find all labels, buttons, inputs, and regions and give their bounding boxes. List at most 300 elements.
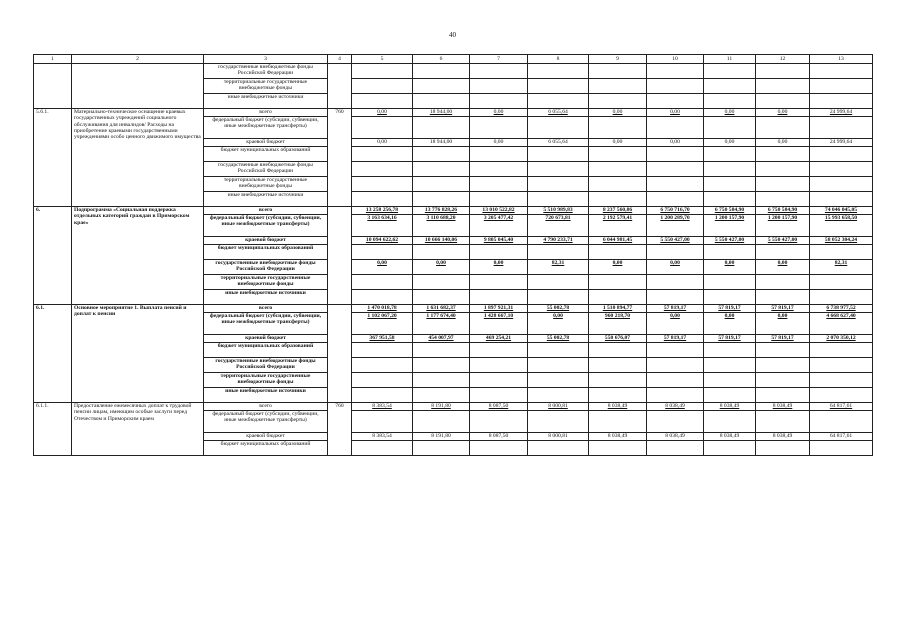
funding-source-cell: территориальные государственные внебюджетные фонды — [204, 275, 328, 290]
amount-cell — [589, 388, 647, 403]
amount-cell: 57 819,17 — [756, 335, 810, 343]
amount-cell — [589, 411, 647, 433]
funding-source-cell: бюджет муниципальных образований — [204, 441, 328, 456]
amount-cell: 6 055,64 — [528, 139, 589, 147]
amount-cell — [756, 79, 810, 94]
amount-cell — [470, 79, 528, 94]
amount-cell: 469 254,21 — [470, 335, 528, 343]
amount-cell — [589, 245, 647, 260]
amount-cell — [470, 441, 528, 456]
column-number-header: 1 — [34, 55, 72, 64]
budget-code-cell: 760 — [328, 403, 352, 456]
amount-cell: 8 087,50 — [470, 403, 528, 411]
amount-cell — [810, 373, 873, 388]
amount-cell — [470, 373, 528, 388]
amount-cell: 82,31 — [528, 260, 589, 275]
amount-cell — [810, 411, 873, 433]
amount-cell: 0,00 — [470, 139, 528, 147]
amount-cell — [589, 147, 647, 162]
amount-cell: 550 676,07 — [589, 335, 647, 343]
amount-cell: 13 010 522,82 — [470, 207, 528, 215]
amount-cell — [810, 64, 873, 79]
amount-cell — [704, 388, 756, 403]
amount-cell — [413, 290, 470, 305]
amount-cell — [528, 290, 589, 305]
amount-cell: 13 258 256,78 — [352, 207, 413, 215]
amount-cell — [413, 373, 470, 388]
amount-cell — [528, 373, 589, 388]
row-number-cell: 6.1. — [34, 305, 72, 403]
amount-cell — [647, 117, 704, 139]
amount-cell — [413, 441, 470, 456]
row-number-cell: 6. — [34, 207, 72, 305]
funding-source-cell: федеральный бюджет (субсидии, субвенции, иные межбюджетные трансферты) — [204, 215, 328, 237]
amount-cell: 74 046 045,05 — [810, 207, 873, 215]
amount-cell: 0,00 — [756, 139, 810, 147]
column-number-header: 13 — [810, 55, 873, 64]
amount-cell — [352, 275, 413, 290]
amount-cell — [756, 192, 810, 207]
amount-cell — [756, 117, 810, 139]
amount-cell: 0,00 — [647, 313, 704, 335]
amount-cell: 15 993 658,50 — [810, 215, 873, 237]
amount-cell — [810, 245, 873, 260]
amount-cell: 0,00 — [589, 109, 647, 117]
amount-cell: 8 191,80 — [413, 433, 470, 441]
amount-cell: 24 999,64 — [810, 109, 873, 117]
table-row — [34, 207, 873, 215]
column-number-header: 9 — [589, 55, 647, 64]
amount-cell: 64 817,61 — [810, 433, 873, 441]
amount-cell — [810, 275, 873, 290]
amount-cell — [704, 117, 756, 139]
amount-cell: 960 218,70 — [589, 313, 647, 335]
funding-source-cell: иные внебюджетные источники — [204, 388, 328, 403]
amount-cell: 0,00 — [756, 260, 810, 275]
amount-cell: 1 102 067,20 — [352, 313, 413, 335]
amount-cell — [704, 411, 756, 433]
amount-cell — [647, 441, 704, 456]
amount-cell: 0,00 — [413, 260, 470, 275]
amount-cell: 5 510 989,83 — [528, 207, 589, 215]
amount-cell: 8 038,49 — [704, 433, 756, 441]
program-name-cell: Основное мероприятие 1. Выплата пенсий и доплат к пенсии — [72, 305, 204, 403]
amount-cell — [352, 162, 413, 177]
amount-cell — [647, 290, 704, 305]
funding-source-cell: краевой бюджет — [204, 433, 328, 441]
amount-cell: 58 052 304,24 — [810, 237, 873, 245]
amount-cell — [589, 373, 647, 388]
amount-cell — [647, 147, 704, 162]
amount-cell: 0,00 — [756, 313, 810, 335]
funding-source-cell: государственные внебюджетные фонды Российской Федерации — [204, 358, 328, 373]
amount-cell — [647, 411, 704, 433]
amount-cell — [413, 162, 470, 177]
amount-cell: 0,00 — [589, 139, 647, 147]
amount-cell: 1 200 157,90 — [704, 215, 756, 237]
column-number-header: 4 — [328, 55, 352, 64]
amount-cell — [470, 162, 528, 177]
amount-cell — [470, 343, 528, 358]
budget-code-cell — [328, 305, 352, 403]
amount-cell: 1 200 289,70 — [647, 215, 704, 237]
amount-cell — [528, 441, 589, 456]
amount-cell: 8 383,54 — [352, 433, 413, 441]
amount-cell — [756, 64, 810, 79]
funding-source-cell: краевой бюджет — [204, 335, 328, 343]
column-number-header: 11 — [704, 55, 756, 64]
amount-cell: 0,00 — [704, 313, 756, 335]
amount-cell: 13 776 828,26 — [413, 207, 470, 215]
amount-cell — [647, 192, 704, 207]
amount-cell: 2 192 579,41 — [589, 215, 647, 237]
amount-cell — [756, 147, 810, 162]
amount-cell: 24 999,64 — [810, 139, 873, 147]
amount-cell: 0,00 — [470, 260, 528, 275]
amount-cell — [756, 275, 810, 290]
amount-cell: 0,00 — [704, 139, 756, 147]
amount-cell — [413, 343, 470, 358]
funding-source-cell: федеральный бюджет (субсидии, субвенции, иные межбюджетные трансферты) — [204, 313, 328, 335]
amount-cell — [589, 275, 647, 290]
amount-cell: 0,00 — [704, 109, 756, 117]
amount-cell: 8 038,49 — [647, 433, 704, 441]
amount-cell: 8 038,49 — [756, 433, 810, 441]
amount-cell: 64 817,61 — [810, 403, 873, 411]
column-number-row — [34, 55, 873, 64]
amount-cell — [647, 79, 704, 94]
amount-cell — [647, 177, 704, 192]
amount-cell — [528, 388, 589, 403]
funding-source-cell: государственные внебюджетные фонды Российской Федерации — [204, 64, 328, 79]
amount-cell: 8 038,49 — [589, 403, 647, 411]
amount-cell: 1 510 894,77 — [589, 305, 647, 313]
amount-cell: 1 897 921,31 — [470, 305, 528, 313]
amount-cell: 55 002,78 — [528, 305, 589, 313]
amount-cell: 57 819,17 — [704, 335, 756, 343]
amount-cell — [470, 177, 528, 192]
amount-cell — [756, 162, 810, 177]
amount-cell — [704, 192, 756, 207]
table-row — [34, 403, 873, 411]
amount-cell: 1 631 682,37 — [413, 305, 470, 313]
amount-cell: 6 044 981,45 — [589, 237, 647, 245]
amount-cell: 3 163 634,16 — [352, 215, 413, 237]
amount-cell — [704, 94, 756, 109]
amount-cell: 1 177 674,40 — [413, 313, 470, 335]
amount-cell — [352, 177, 413, 192]
amount-cell — [756, 245, 810, 260]
amount-cell — [704, 358, 756, 373]
amount-cell — [704, 162, 756, 177]
program-name-cell: Материально-техническое оснащение краевых государственных учреждений социального обслуживания для инвалидов/ Расходы на приобретение краевыми государственными учреждениями особо ценного движимого имущества — [72, 109, 204, 207]
amount-cell — [413, 358, 470, 373]
amount-cell — [352, 147, 413, 162]
amount-cell — [704, 290, 756, 305]
amount-cell — [810, 117, 873, 139]
amount-cell — [352, 441, 413, 456]
amount-cell — [528, 411, 589, 433]
amount-cell — [704, 79, 756, 94]
amount-cell: 8 087,50 — [470, 433, 528, 441]
amount-cell — [528, 117, 589, 139]
table-row — [34, 305, 873, 313]
amount-cell — [413, 177, 470, 192]
amount-cell — [589, 117, 647, 139]
budget-code-cell: 760 — [328, 109, 352, 207]
column-number-header: 5 — [352, 55, 413, 64]
amount-cell — [413, 64, 470, 79]
amount-cell — [470, 358, 528, 373]
amount-cell: 8 038,49 — [647, 403, 704, 411]
amount-cell — [756, 373, 810, 388]
column-number-header: 6 — [413, 55, 470, 64]
amount-cell — [413, 192, 470, 207]
amount-cell — [647, 275, 704, 290]
amount-cell — [704, 373, 756, 388]
amount-cell: 10 094 622,62 — [352, 237, 413, 245]
amount-cell: 0,00 — [756, 109, 810, 117]
amount-cell — [810, 441, 873, 456]
page-number: 40 — [449, 31, 456, 39]
amount-cell — [528, 177, 589, 192]
funding-source-cell: государственные внебюджетные фонды Российской Федерации — [204, 162, 328, 177]
amount-cell — [352, 343, 413, 358]
amount-cell: 0,00 — [704, 260, 756, 275]
amount-cell — [810, 388, 873, 403]
amount-cell — [647, 64, 704, 79]
amount-cell — [704, 275, 756, 290]
amount-cell: 1 200 157,90 — [756, 215, 810, 237]
amount-cell — [810, 192, 873, 207]
funding-source-cell: территориальные государственные внебюджетные фонды — [204, 373, 328, 388]
funding-source-cell: всего — [204, 305, 328, 313]
amount-cell — [589, 441, 647, 456]
amount-cell — [647, 388, 704, 403]
funding-source-cell: бюджет муниципальных образований — [204, 343, 328, 358]
funding-source-cell: иные внебюджетные источники — [204, 290, 328, 305]
table-row — [34, 109, 873, 117]
amount-cell: 454 007,97 — [413, 335, 470, 343]
amount-cell — [528, 358, 589, 373]
row-number-cell — [34, 64, 72, 109]
amount-cell — [528, 162, 589, 177]
amount-cell — [589, 343, 647, 358]
amount-cell: 8 038,49 — [756, 403, 810, 411]
column-number-header: 12 — [756, 55, 810, 64]
amount-cell: 57 819,17 — [704, 305, 756, 313]
amount-cell — [470, 94, 528, 109]
amount-cell: 6 750 584,90 — [756, 207, 810, 215]
amount-cell: 4 668 627,40 — [810, 313, 873, 335]
amount-cell — [352, 290, 413, 305]
funding-source-cell: территориальные государственные внебюджетные фонды — [204, 177, 328, 192]
amount-cell — [589, 64, 647, 79]
funding-source-cell: бюджет муниципальных образований — [204, 245, 328, 260]
budget-code-cell — [328, 207, 352, 305]
funding-source-cell: краевой бюджет — [204, 139, 328, 147]
amount-cell: 10 666 140,06 — [413, 237, 470, 245]
amount-cell — [352, 411, 413, 433]
amount-cell: 6 750 716,70 — [647, 207, 704, 215]
amount-cell — [528, 64, 589, 79]
program-name-cell — [72, 64, 204, 109]
amount-cell — [589, 162, 647, 177]
amount-cell: 82,31 — [810, 260, 873, 275]
amount-cell: 8 000,81 — [528, 403, 589, 411]
amount-cell — [810, 162, 873, 177]
amount-cell — [589, 94, 647, 109]
amount-cell: 57 819,17 — [647, 305, 704, 313]
amount-cell: 0,00 — [647, 260, 704, 275]
amount-cell: 3 110 688,20 — [413, 215, 470, 237]
amount-cell: 5 550 427,00 — [704, 237, 756, 245]
amount-cell: 57 819,17 — [756, 305, 810, 313]
amount-cell — [756, 358, 810, 373]
amount-cell — [352, 117, 413, 139]
amount-cell — [528, 343, 589, 358]
table-row — [34, 64, 873, 79]
amount-cell — [352, 373, 413, 388]
budget-table — [33, 54, 873, 456]
amount-cell — [352, 79, 413, 94]
amount-cell — [528, 275, 589, 290]
amount-cell: 3 205 477,42 — [470, 215, 528, 237]
amount-cell — [704, 441, 756, 456]
amount-cell: 6 055,64 — [528, 109, 589, 117]
amount-cell — [647, 358, 704, 373]
amount-cell — [470, 411, 528, 433]
amount-cell — [704, 245, 756, 260]
amount-cell: 1 428 667,10 — [470, 313, 528, 335]
amount-cell: 8 237 560,86 — [589, 207, 647, 215]
amount-cell — [810, 79, 873, 94]
budget-code-cell — [328, 64, 352, 109]
amount-cell — [470, 275, 528, 290]
amount-cell: 9 805 045,40 — [470, 237, 528, 245]
amount-cell — [756, 177, 810, 192]
amount-cell: 8 038,49 — [704, 403, 756, 411]
amount-cell — [589, 192, 647, 207]
funding-source-cell: всего — [204, 109, 328, 117]
amount-cell — [589, 79, 647, 94]
amount-cell — [647, 245, 704, 260]
amount-cell — [413, 94, 470, 109]
program-name-cell: Предоставление ежемесячных доплат к трудовой пенсии лицам, имеющим особые заслуги перед Отечеством и Приморским краем — [72, 403, 204, 456]
amount-cell — [413, 147, 470, 162]
amount-cell: 0,00 — [589, 260, 647, 275]
row-number-cell: 6.1.1. — [34, 403, 72, 456]
amount-cell — [413, 79, 470, 94]
column-number-header: 3 — [204, 55, 328, 64]
amount-cell — [352, 192, 413, 207]
amount-cell: 0,00 — [352, 139, 413, 147]
amount-cell — [589, 177, 647, 192]
amount-cell: 5 550 427,00 — [756, 237, 810, 245]
amount-cell — [413, 388, 470, 403]
amount-cell — [413, 411, 470, 433]
amount-cell — [528, 192, 589, 207]
table-body — [34, 55, 873, 456]
amount-cell — [413, 245, 470, 260]
column-number-header: 7 — [470, 55, 528, 64]
funding-source-cell: иные внебюджетные источники — [204, 192, 328, 207]
amount-cell — [352, 94, 413, 109]
program-name-cell: Подпрограмма «Социальная поддержка отдельных категорий граждан в Приморском крае» — [72, 207, 204, 305]
funding-source-cell: федеральный бюджет (субсидии, субвенции, иные межбюджетные трансферты) — [204, 117, 328, 139]
funding-source-cell: иные внебюджетные источники — [204, 94, 328, 109]
amount-cell — [704, 177, 756, 192]
amount-cell — [647, 162, 704, 177]
amount-cell: 367 951,58 — [352, 335, 413, 343]
funding-source-cell: краевой бюджет — [204, 237, 328, 245]
amount-cell — [647, 343, 704, 358]
amount-cell: 0,00 — [352, 260, 413, 275]
amount-cell — [589, 358, 647, 373]
amount-cell: 18 944,00 — [413, 139, 470, 147]
amount-cell: 720 673,81 — [528, 215, 589, 237]
amount-cell — [413, 117, 470, 139]
funding-source-cell: государственные внебюджетные фонды Российской Федерации — [204, 260, 328, 275]
amount-cell — [528, 94, 589, 109]
amount-cell — [756, 290, 810, 305]
amount-cell — [810, 177, 873, 192]
amount-cell — [589, 290, 647, 305]
amount-cell: 8 038,49 — [589, 433, 647, 441]
amount-cell: 5 550 427,00 — [647, 237, 704, 245]
amount-cell: 4 790 233,71 — [528, 237, 589, 245]
amount-cell: 0,00 — [647, 109, 704, 117]
amount-cell — [756, 94, 810, 109]
funding-source-cell: всего — [204, 403, 328, 411]
amount-cell: 8 383,54 — [352, 403, 413, 411]
amount-cell — [756, 388, 810, 403]
amount-cell: 1 470 018,78 — [352, 305, 413, 313]
amount-cell — [528, 147, 589, 162]
amount-cell: 8 000,81 — [528, 433, 589, 441]
amount-cell — [810, 147, 873, 162]
amount-cell: 0,00 — [352, 109, 413, 117]
amount-cell — [704, 343, 756, 358]
column-number-header: 8 — [528, 55, 589, 64]
amount-cell — [528, 245, 589, 260]
amount-cell — [756, 411, 810, 433]
amount-cell: 0,00 — [647, 139, 704, 147]
amount-cell — [352, 388, 413, 403]
amount-cell: 0,00 — [470, 109, 528, 117]
column-number-header: 10 — [647, 55, 704, 64]
amount-cell — [647, 373, 704, 388]
funding-source-cell: территориальные государственные внебюджетные фонды — [204, 79, 328, 94]
amount-cell — [810, 358, 873, 373]
funding-source-cell: федеральный бюджет (субсидии, субвенции, иные межбюджетные трансферты) — [204, 411, 328, 433]
amount-cell: 18 944,00 — [413, 109, 470, 117]
amount-cell — [470, 147, 528, 162]
amount-cell — [704, 147, 756, 162]
amount-cell — [470, 64, 528, 79]
funding-source-cell: всего — [204, 207, 328, 215]
amount-cell — [470, 245, 528, 260]
amount-cell — [352, 245, 413, 260]
amount-cell — [704, 64, 756, 79]
amount-cell — [810, 343, 873, 358]
amount-cell — [470, 117, 528, 139]
amount-cell — [413, 275, 470, 290]
amount-cell — [470, 192, 528, 207]
column-number-header: 2 — [72, 55, 204, 64]
amount-cell — [352, 358, 413, 373]
amount-cell — [810, 94, 873, 109]
